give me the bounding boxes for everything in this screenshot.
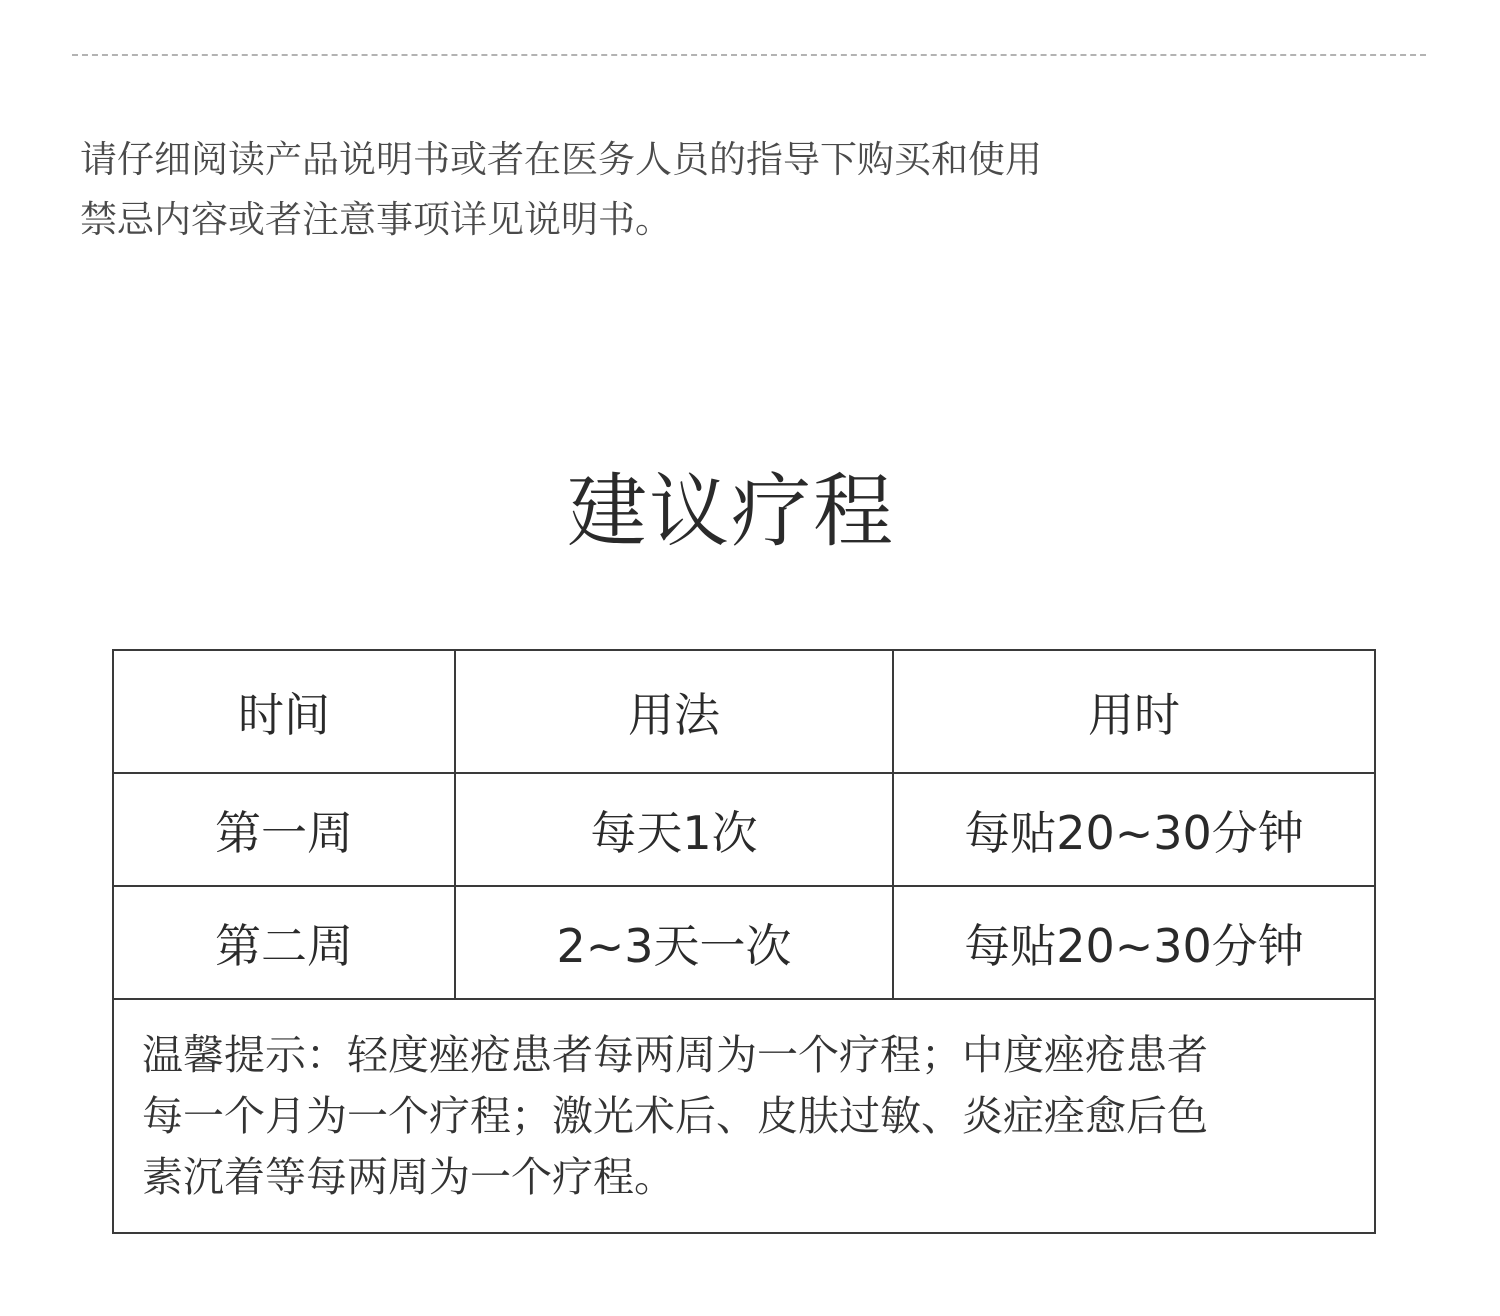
notice-line-2: 禁忌内容或者注意事项详见说明书。 [80, 198, 672, 241]
table-header-row [113, 650, 1375, 773]
cell-duration: 每贴20~30分钟 [893, 773, 1375, 886]
table-row [113, 886, 1375, 999]
section-title: 建议疗程 [567, 465, 895, 558]
table-row [113, 773, 1375, 886]
tip-line-2: 每一个月为一个疗程；激光术后、皮肤过敏、炎症痊愈后色 [142, 1091, 1208, 1140]
cell-usage: 2~3天一次 [455, 886, 893, 999]
header-time: 时间 [113, 650, 455, 773]
tip-line-3: 素沉着等每两周为一个疗程。 [142, 1152, 675, 1201]
usage-notice [80, 130, 1380, 250]
warm-tip [113, 999, 1375, 1233]
header-duration: 用时 [893, 650, 1375, 773]
header-usage: 用法 [455, 650, 893, 773]
tip-row [113, 999, 1375, 1233]
cell-duration: 每贴20~30分钟 [893, 886, 1375, 999]
cell-usage: 每天1次 [455, 773, 893, 886]
cell-week: 第一周 [113, 773, 455, 886]
treatment-course-table [112, 649, 1376, 1234]
cell-week: 第二周 [113, 886, 455, 999]
tip-line-1: 温馨提示：轻度痤疮患者每两周为一个疗程；中度痤疮患者 [142, 1030, 1208, 1079]
notice-line-1: 请仔细阅读产品说明书或者在医务人员的指导下购买和使用 [80, 138, 1042, 181]
dashed-divider [72, 54, 1426, 56]
